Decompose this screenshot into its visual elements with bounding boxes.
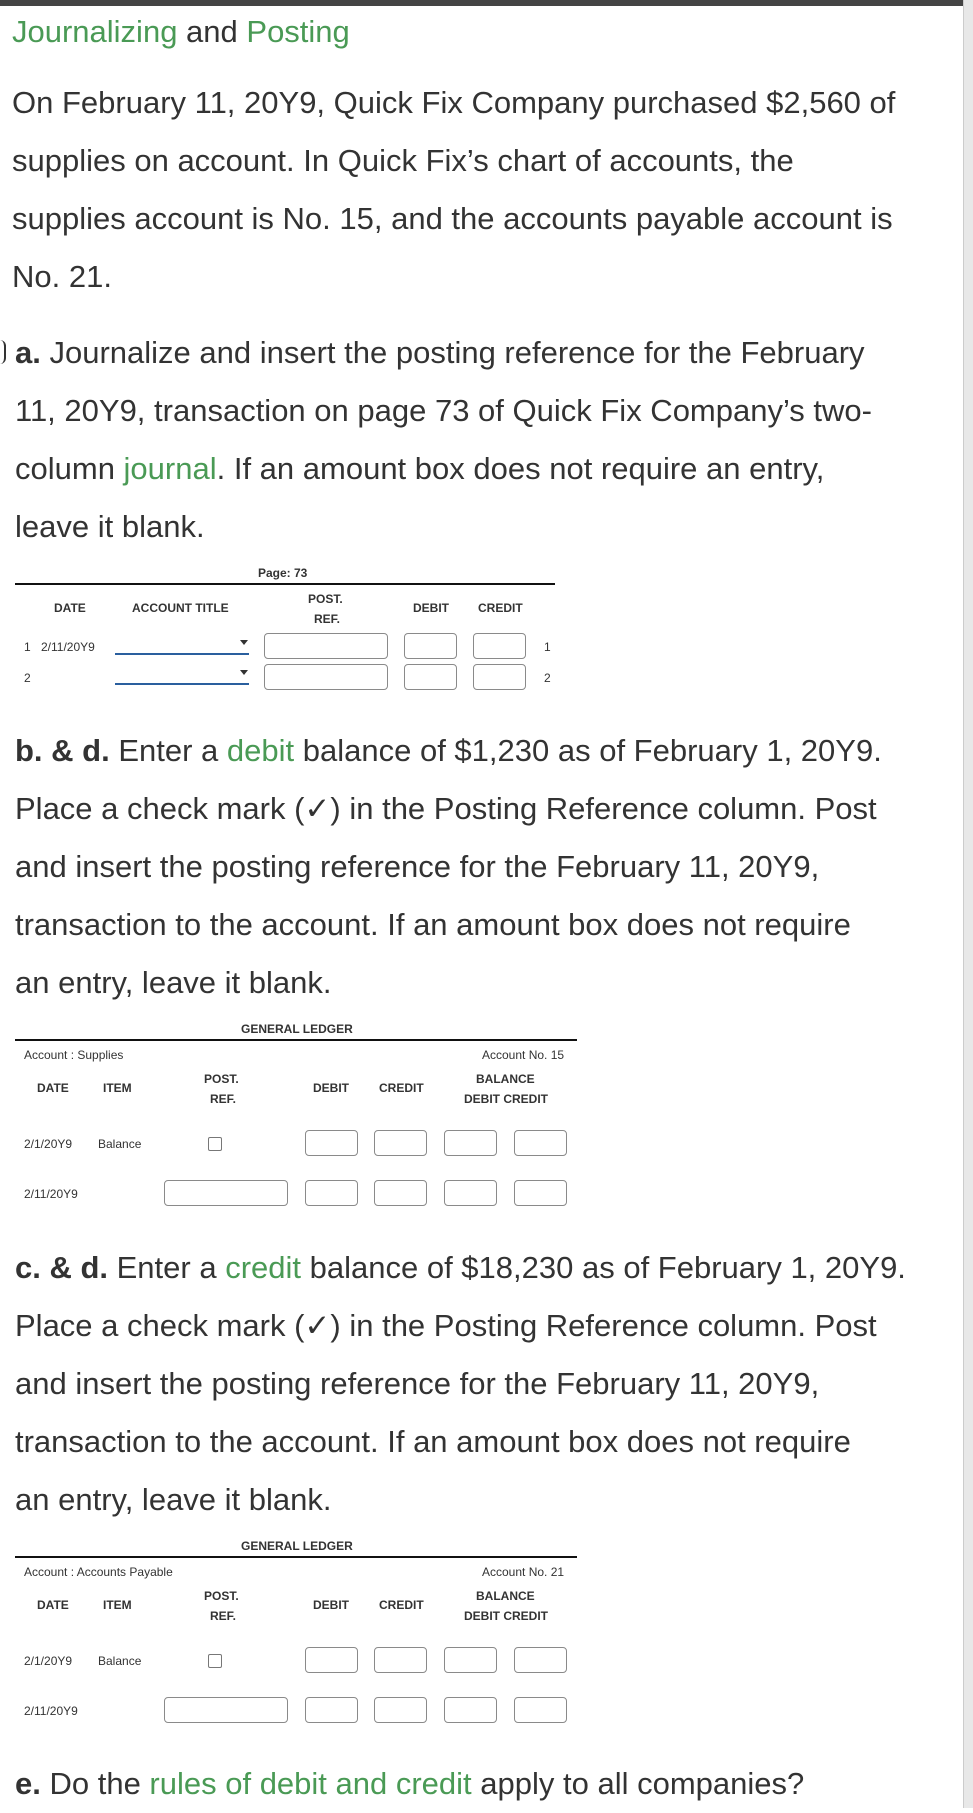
ledger-payable-header-debit: DEBIT (313, 1598, 349, 1612)
part-c-text-1a: Enter a (108, 1250, 226, 1285)
ledger-payable-row-1-debit-input[interactable] (305, 1647, 358, 1673)
ledger-payable-header-balance-sub: DEBIT CREDIT (464, 1609, 548, 1623)
journal-row-1-end-num: 1 (544, 640, 551, 654)
part-b-line-4: transaction to the account. If an amount box does not require (15, 907, 851, 942)
credit-link[interactable]: credit (225, 1250, 302, 1285)
ledger-supplies-row-2-credit-input[interactable] (374, 1180, 427, 1206)
ledger-supplies-row-2-debit-input[interactable] (305, 1180, 358, 1206)
part-b-label: b. & d. (15, 733, 110, 768)
ledger-payable-row-2-balance-debit-input[interactable] (444, 1697, 497, 1723)
page-title (12, 4, 350, 60)
scroll-edge (963, 0, 973, 1808)
ledger-supplies-account-no: Account No. 15 (482, 1048, 565, 1062)
ledger-supplies-account: Account : Supplies (24, 1048, 124, 1062)
ledger-supplies-row-1-post-ref-checkbox[interactable] (208, 1137, 222, 1151)
ledger-payable-row-2-date: 2/11/20Y9 (24, 1704, 78, 1718)
ledger-supplies-header-date: DATE (37, 1081, 69, 1095)
chevron-down-icon (240, 640, 248, 645)
ledger-payable-header-date: DATE (37, 1598, 69, 1612)
journal-page-label: Page: 73 (258, 566, 308, 580)
ledger-supplies-header-balance-sub: DEBIT CREDIT (464, 1092, 548, 1106)
journal-row-1-post-ref-input[interactable] (264, 633, 388, 659)
journal-header-post: POST. (308, 592, 343, 606)
ledger-payable-account: Account : Accounts Payable (24, 1565, 173, 1579)
ledger-payable-row-1-date: 2/1/20Y9 (24, 1654, 73, 1668)
journal-row-2-account-select[interactable] (115, 667, 249, 685)
ledger-supplies-header-debit: DEBIT (313, 1081, 349, 1095)
journal-header-account-title: ACCOUNT TITLE (132, 601, 229, 615)
journal-row-1-date: 2/11/20Y9 (41, 640, 95, 654)
intro-line-2: supplies on account. In Quick Fix’s chart of accounts, the (12, 143, 794, 178)
ledger-payable-header-ref: REF. (210, 1609, 237, 1623)
intro-line-3: supplies account is No. 15, and the accounts payable account is (12, 201, 893, 236)
part-a-line-4: leave it blank. (15, 509, 205, 544)
part-a-line-1 (15, 324, 865, 382)
part-c-line-4: transaction to the account. If an amount box does not require (15, 1424, 851, 1459)
ledger-supplies-header-post: POST. (204, 1072, 239, 1086)
ledger-payable-caption: GENERAL LEDGER (241, 1539, 353, 1553)
ledger-payable-account-no: Account No. 21 (482, 1565, 565, 1579)
journal-row-2-debit-input[interactable] (404, 664, 457, 690)
title-and: and (177, 14, 247, 49)
part-a-text-3a: column (15, 451, 124, 486)
journal-row-2-post-ref-input[interactable] (264, 664, 388, 690)
ledger-supplies-row-1-credit-input[interactable] (374, 1130, 427, 1156)
intro-line-1: On February 11, 20Y9, Quick Fix Company purchased $2,560 of (12, 85, 896, 120)
title-link-posting[interactable]: Posting (246, 14, 350, 49)
ledger-supplies-row-2-balance-credit-input[interactable] (514, 1180, 567, 1206)
part-e-text-b: apply to all companies? (471, 1766, 805, 1801)
ledger-payable-header-item: ITEM (103, 1598, 132, 1612)
part-c-label: c. & d. (15, 1250, 109, 1285)
journal-row-2-end-num: 2 (544, 671, 551, 685)
part-c-text-1b: balance of $18,230 as of February 1, 20Y9. (301, 1250, 906, 1285)
title-link-journalizing[interactable]: Journalizing (12, 14, 178, 49)
ledger-payable-header-post: POST. (204, 1589, 239, 1603)
ledger-payable-header-balance: BALANCE (476, 1589, 535, 1603)
ledger-payable-row-2-post-ref-input[interactable] (164, 1697, 288, 1723)
part-a-label: a. (15, 335, 41, 370)
journal-row-1-account-select[interactable] (115, 637, 249, 655)
journal-link[interactable]: journal (123, 451, 217, 486)
rules-of-debit-and-credit-link[interactable]: rules of debit and credit (149, 1766, 472, 1801)
ledger-payable-top-rule (15, 1556, 577, 1558)
ledger-supplies-row-2-post-ref-input[interactable] (164, 1180, 288, 1206)
ledger-supplies-row-1-balance-credit-input[interactable] (514, 1130, 567, 1156)
part-c-line-2: Place a check mark (✓) in the Posting Reference column. Post (15, 1308, 877, 1343)
journal-header-debit: DEBIT (413, 601, 449, 615)
ledger-supplies-row-1-debit-input[interactable] (305, 1130, 358, 1156)
journal-header-ref: REF. (314, 612, 341, 626)
journal-row-2-num: 2 (24, 671, 31, 685)
part-b-line-5: an entry, leave it blank. (15, 965, 332, 1000)
part-b-line-1 (15, 722, 882, 780)
ledger-payable-row-1-credit-input[interactable] (374, 1647, 427, 1673)
ledger-supplies-row-2-date: 2/11/20Y9 (24, 1187, 78, 1201)
ledger-payable-row-2-balance-credit-input[interactable] (514, 1697, 567, 1723)
ledger-payable-row-1-item: Balance (98, 1654, 142, 1668)
ledger-supplies-row-1-item: Balance (98, 1137, 142, 1151)
part-e-label: e. (15, 1766, 41, 1801)
journal-header-date: DATE (54, 601, 86, 615)
ledger-payable-row-2-debit-input[interactable] (305, 1697, 358, 1723)
part-b-text-1b: balance of $1,230 as of February 1, 20Y9. (294, 733, 882, 768)
part-e-line (15, 1755, 804, 1813)
part-a-text-1: Journalize and insert the posting reference for the February (40, 335, 865, 370)
part-c-line-3: and insert the posting reference for the February 11, 20Y9, (15, 1366, 820, 1401)
ledger-supplies-header-ref: REF. (210, 1092, 237, 1106)
journal-top-rule (15, 583, 555, 585)
ledger-supplies-row-1-balance-debit-input[interactable] (444, 1130, 497, 1156)
ledger-payable-row-2-credit-input[interactable] (374, 1697, 427, 1723)
journal-row-1-debit-input[interactable] (404, 633, 457, 659)
ledger-supplies-header-item: ITEM (103, 1081, 132, 1095)
ledger-payable-row-1-balance-credit-input[interactable] (514, 1647, 567, 1673)
ledger-payable-row-1-post-ref-checkbox[interactable] (208, 1654, 222, 1668)
journal-header-credit: CREDIT (478, 601, 523, 615)
part-c-line-5: an entry, leave it blank. (15, 1482, 332, 1517)
ledger-supplies-header-credit: CREDIT (379, 1081, 424, 1095)
part-e-text-a: Do the (40, 1766, 150, 1801)
part-b-line-2: Place a check mark (✓) in the Posting Reference column. Post (15, 791, 877, 826)
part-c-line-1 (15, 1239, 906, 1297)
part-b-line-3: and insert the posting reference for the February 11, 20Y9, (15, 849, 820, 884)
journal-row-2-credit-input[interactable] (473, 664, 526, 690)
part-a-line-2: 11, 20Y9, transaction on page 73 of Quick Fix Company’s two- (15, 393, 872, 428)
ledger-payable-row-1-balance-debit-input[interactable] (444, 1647, 497, 1673)
part-a-text-3b: . If an amount box does not require an entry, (216, 451, 825, 486)
part-b-text-1a: Enter a (109, 733, 227, 768)
ledger-supplies-row-1-date: 2/1/20Y9 (24, 1137, 73, 1151)
ledger-payable-header-credit: CREDIT (379, 1598, 424, 1612)
chevron-down-icon (240, 670, 248, 675)
ledger-supplies-caption: GENERAL LEDGER (241, 1022, 353, 1036)
ledger-supplies-top-rule (15, 1039, 577, 1041)
journal-row-1-credit-input[interactable] (473, 633, 526, 659)
part-a-line-3 (15, 440, 824, 498)
debit-link[interactable]: debit (226, 733, 295, 768)
ledger-supplies-row-2-balance-debit-input[interactable] (444, 1180, 497, 1206)
ledger-supplies-header-balance: BALANCE (476, 1072, 535, 1086)
part-a-marker (0, 340, 6, 364)
journal-row-1-num: 1 (24, 640, 31, 654)
intro-line-4: No. 21. (12, 259, 112, 294)
